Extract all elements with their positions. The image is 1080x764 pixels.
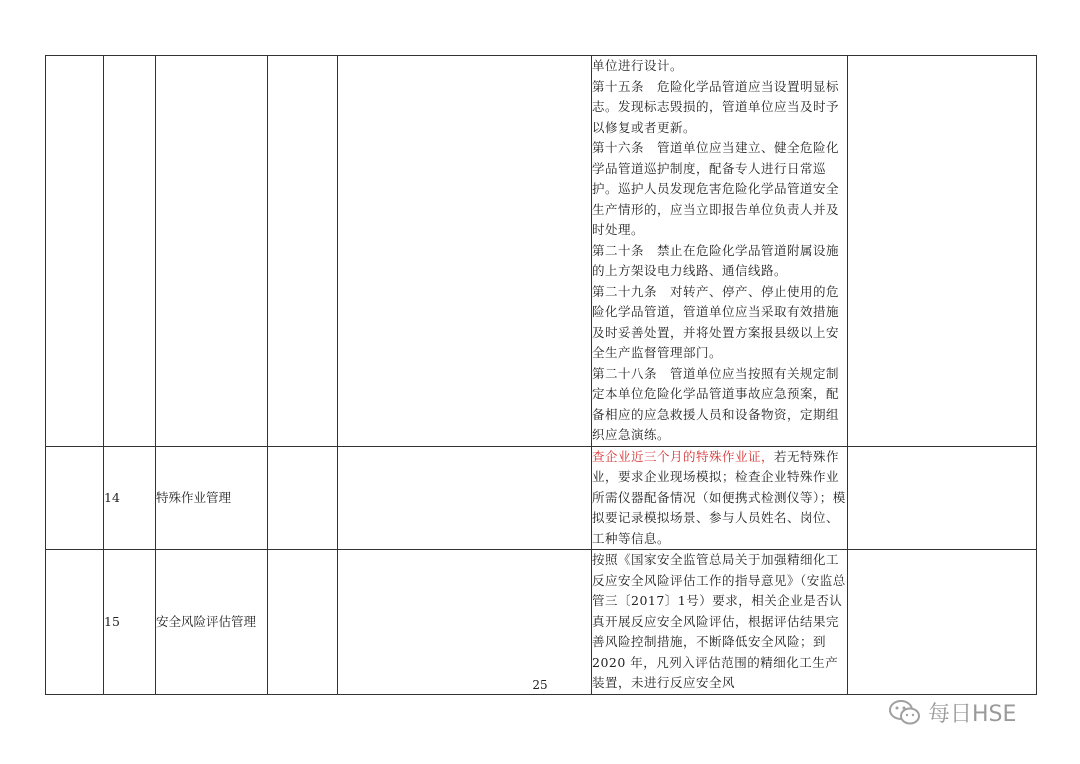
inspection-table (45, 55, 1037, 695)
requirement-paragraph: 单位进行设计。 (592, 58, 684, 73)
requirement-text: 按照《国家安全监管总局关于加强精细化工反应安全风险评估工作的指导意见》（安监总管三〔2017〕1号）要求，相关企业是否认真开展反应安全风险评估，根据评估结果完善风险控制措施，不断降低安全风险；到 2020 年，凡列入评估范围的精细化工生产装置，未进行反应安全风 (592, 552, 846, 690)
blank-cell (268, 446, 338, 550)
requirement-paragraph: 第二十八条 管道单位应当按照有关规定制定本单位危险化学品管道事故应急预案，配备相应的应急救援人员和设备物资，定期组织应急演练。 (592, 365, 840, 442)
item-name: 安全风险评估管理 (156, 550, 268, 695)
item-name-cell (156, 56, 268, 447)
row-number: 15 (104, 550, 156, 695)
table-row (46, 550, 1037, 695)
blank-cell (338, 446, 592, 550)
requirement-paragraph: 第十五条 危险化学品管道应当设置明显标志。发现标志毁损的，管道单位应当及时予以修复或者更新。 (592, 78, 840, 135)
remarks-cell (848, 446, 1037, 550)
blank-cell (268, 550, 338, 695)
watermark (888, 697, 1016, 728)
remarks-cell (848, 550, 1037, 695)
page-number: 25 (532, 678, 548, 692)
table-row (46, 56, 1037, 447)
number-cell (104, 56, 156, 447)
requirement-paragraph: 第十六条 管道单位应当建立、健全危险化学品管道巡护制度，配备专人进行日常巡护。巡护人员发现危害危险化学品管道安全生产情形的，应当立即报告单位负责人并及时处理。 (592, 140, 840, 237)
requirement-cell (592, 550, 848, 695)
row-number: 14 (104, 446, 156, 550)
category-cell (46, 550, 104, 695)
watermark-text: 每日HSE (928, 702, 1017, 727)
requirement-text: 若无特殊作业，要求企业现场模拟；检查企业特殊作业所需仪器配备情况（如便携式检测仪等）；模拟要记录模拟场景、参与人员姓名、岗位、工种等信息。 (592, 448, 846, 546)
category-cell (46, 56, 104, 447)
blank-cell (338, 56, 592, 447)
item-name: 特殊作业管理 (156, 446, 268, 550)
blank-cell (338, 550, 592, 695)
requirement-paragraph: 第二十条 禁止在危险化学品管道附属设施的上方架设电力线路、通信线路。 (592, 242, 840, 278)
requirement-cell (592, 56, 848, 447)
wechat-icon (888, 699, 922, 727)
table-row (46, 446, 1037, 550)
remarks-cell (848, 56, 1037, 447)
highlighted-text: 查企业近三个月的特殊作业证， (592, 448, 775, 464)
category-cell (46, 446, 104, 550)
requirement-paragraph: 第二十九条 对转产、停产、停止使用的危险化学品管道，管道单位应当采取有效措施及时妥善处置，并将处置方案报县级以上安全生产监督管理部门。 (592, 283, 840, 360)
requirement-cell (592, 446, 848, 550)
blank-cell (268, 56, 338, 447)
